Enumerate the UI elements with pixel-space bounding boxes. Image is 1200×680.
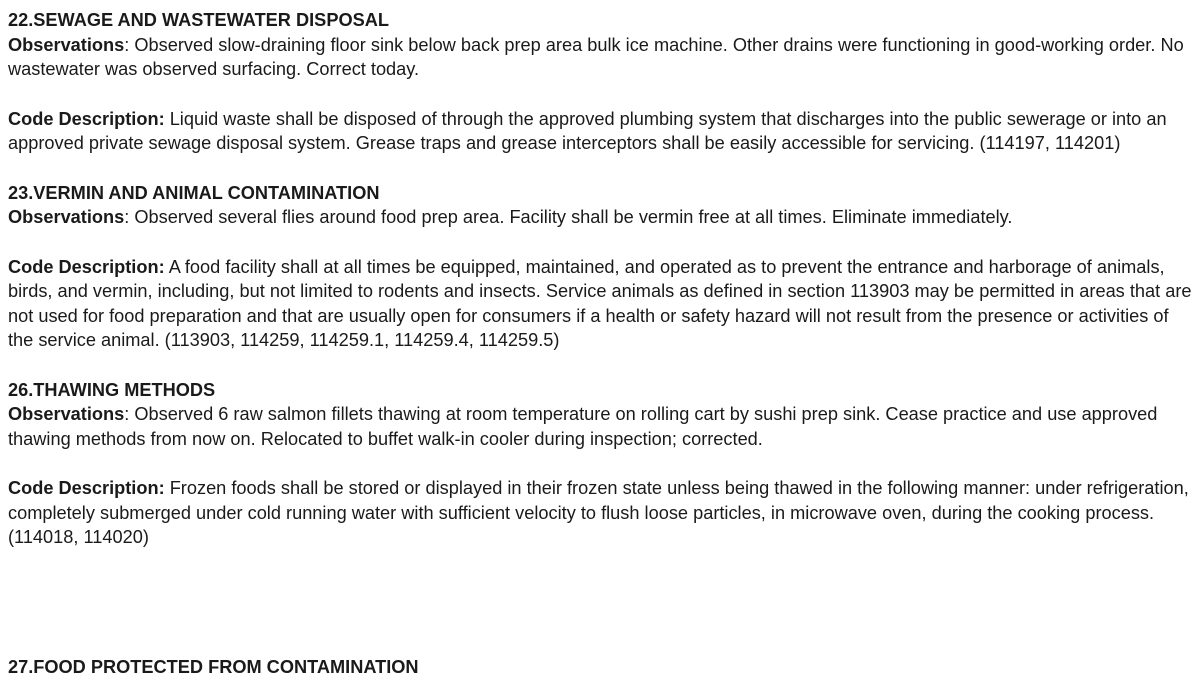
code-description-paragraph [8, 476, 1194, 550]
observations-paragraph [8, 205, 1194, 230]
code-description-text: Liquid waste shall be disposed of through the approved plumbing system that discharges into the public sewerage or into an approved private sewage disposal system. Grease traps and grease interceptors shall be easily accessible for servicing. (114197, 114201) [8, 108, 1167, 153]
observations-paragraph [8, 402, 1194, 451]
code-description-label: Code Description: [8, 108, 165, 129]
observations-text: : Observed several flies around food prep area. Facility shall be vermin free at all times. Eliminate immediately. [124, 207, 1013, 227]
section-26 [8, 378, 1194, 550]
code-description-label: Code Description: [8, 478, 165, 498]
observations-text: : Observed slow-draining floor sink below back prep area bulk ice machine. Other drains were functioning in good-working order. No wastewater was observed surfacing. Correct today. [8, 34, 1184, 79]
section-title: 23.VERMIN AND ANIMAL CONTAMINATION [8, 182, 380, 203]
observations-label: Observations [8, 207, 125, 227]
code-description-text: A food facility shall at all times be equipped, maintained, and operated as to prevent the entrance and harborage of animals, birds, and vermin, including, but not limited to rodents and insects. Service animals as defined in section 113903 may be permitted in areas that are not used for food preparation and that are usually open for consumers if a health or safety hazard will not result from the presence or activities of the service animal. (113903, 114259, 114259.1, 114259.4, 114259.5) [8, 256, 1192, 350]
inspection-report [8, 8, 1194, 550]
section-title: 22.SEWAGE AND WASTEWATER DISPOSAL [8, 10, 389, 30]
code-description-label: Code Description: [8, 256, 165, 277]
code-description-paragraph [8, 255, 1194, 353]
code-description-text: Frozen foods shall be stored or displayed in their frozen state unless being thawed in the following manner: under refrigeration, completely submerged under cold running water with sufficient velocity to flush loose particles, in microwave oven, during the cooking process. (114018, 114020) [8, 478, 1189, 547]
observations-text: : Observed 6 raw salmon fillets thawing at room temperature on rolling cart by sushi prep sink. Cease practice and use approved thawing methods from now on. Relocated to buffet walk-in cooler during inspection; corrected. [8, 404, 1158, 449]
observations-label: Observations [8, 404, 125, 424]
section-27-title: 27.FOOD PROTECTED FROM CONTAMINATION [8, 657, 419, 677]
code-description-paragraph [8, 107, 1194, 156]
observations-label: Observations [8, 34, 125, 55]
section-23 [8, 181, 1194, 353]
observations-paragraph [8, 33, 1194, 82]
section-title: 26.THAWING METHODS [8, 379, 216, 400]
section-22 [8, 8, 1194, 156]
